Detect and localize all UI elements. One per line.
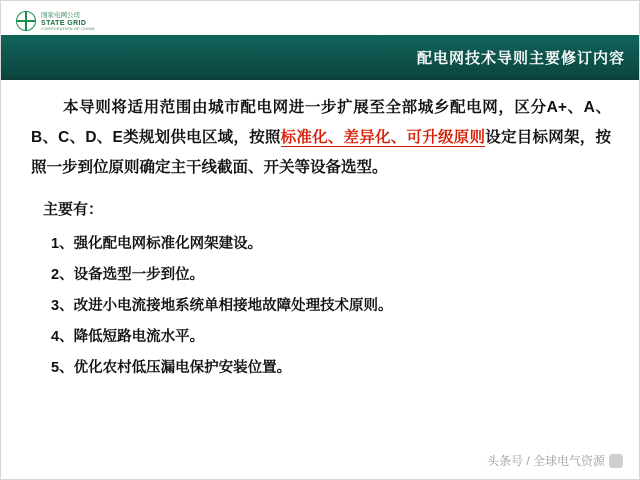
list-item: 4、降低短路电流水平。: [51, 329, 205, 345]
logo-en-name: STATE GRID: [41, 19, 87, 27]
logo-cn-name: 国家电网公司: [41, 11, 80, 19]
state-grid-logo: [15, 7, 125, 37]
list-item: 1、强化配电网标准化网架建设。: [51, 236, 263, 252]
list-item: 2、设备选型一步到位。: [51, 267, 205, 283]
paragraph-part-2: 设定目标网架，按照一步到位原则确定主干线截面、开关等设备选型。: [31, 129, 611, 176]
paragraph-part-1: 本导则将适用范围由城市配电网进一步扩展至全部城乡配电网，区分A+、A、B、C、D、E类规划供电区域，按照: [31, 99, 611, 146]
watermark-badge-icon: [609, 454, 623, 468]
main-points-list: [31, 229, 611, 384]
list-item: 3、改进小电流接地系统单相接地故障处理技术原则。: [51, 298, 393, 314]
intro-paragraph: [31, 93, 611, 183]
sub-heading: 主要有：: [43, 201, 104, 218]
list-item: 5、优化农村低压漏电保护安装位置。: [51, 360, 292, 376]
page-title: 配电网技术导则主要修订内容: [416, 50, 625, 67]
logo-en-sub: CORPORATION OF CHINA: [41, 25, 95, 31]
paragraph-highlight: 标准化、差异化、可升级原则: [280, 129, 486, 146]
logo-text: [41, 13, 95, 31]
watermark: [487, 452, 623, 469]
slide-content: [1, 93, 640, 384]
globe-grid-icon: [15, 10, 37, 34]
watermark-text: 头条号 / 全球电气资源: [486, 454, 605, 468]
